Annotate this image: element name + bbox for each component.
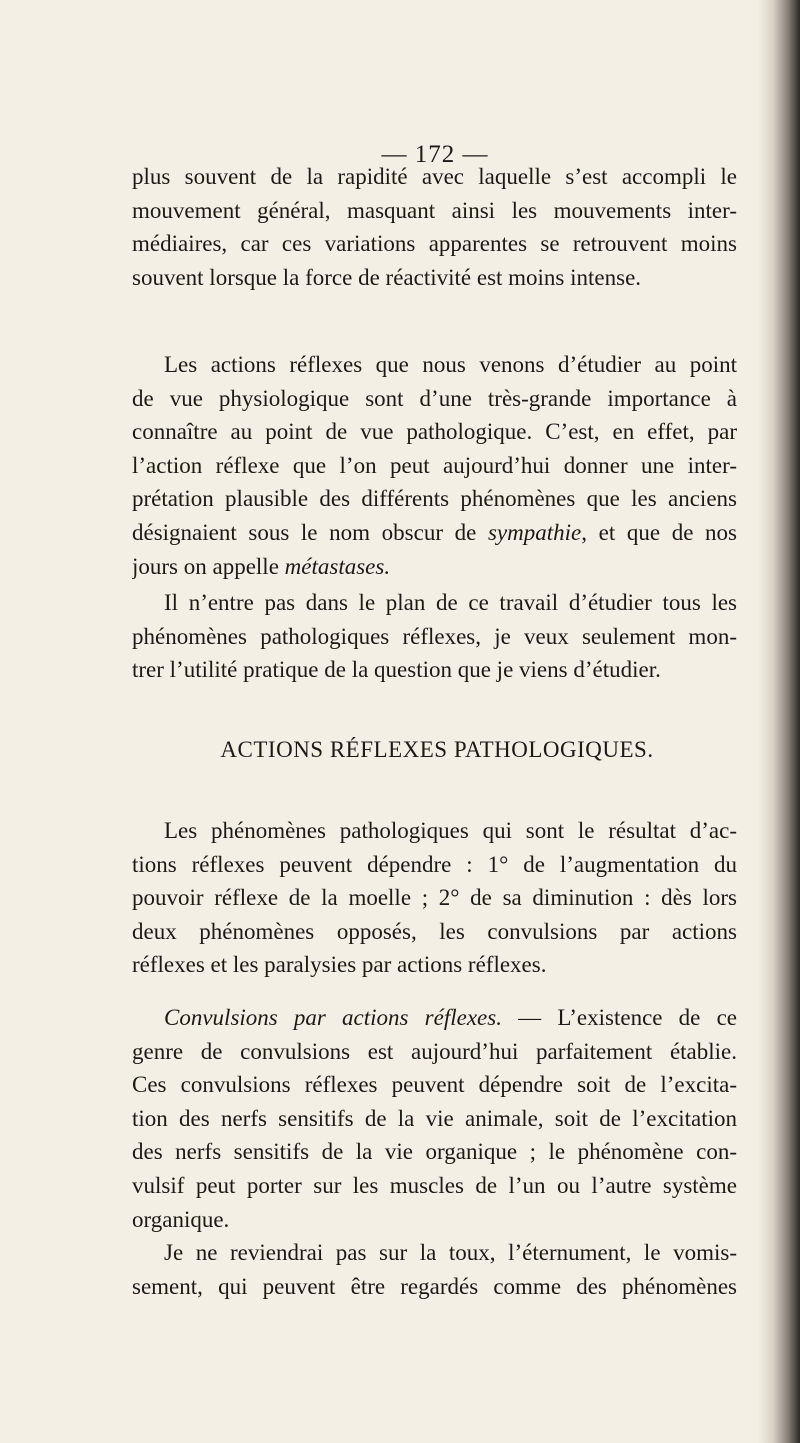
text-run: jours on appelle xyxy=(132,553,285,579)
text-run: — L’existence de ce xyxy=(501,1005,737,1030)
text-line: souvent lorsque la force de réactivité est moins intense. xyxy=(132,264,642,290)
text-line: plus souvent de la rapidité avec laquelle s’est accompli le xyxy=(132,164,737,189)
paragraph-3 xyxy=(132,586,737,687)
text-line: trer l’utilité pratique de la question que je viens d’étudier. xyxy=(132,657,661,683)
text-line xyxy=(132,550,737,584)
text-line xyxy=(132,1001,737,1035)
text-line: Ces convulsions réflexes peuvent dépendre soit de l’excita- xyxy=(132,1072,737,1098)
text-line: des nerfs sensitifs de la vie organique ; le phénomène con- xyxy=(132,1139,737,1165)
text-line: phénomènes pathologiques réflexes, je veux seulement mon- xyxy=(132,623,737,649)
text-line: médiaires, car ces variations apparentes se retrouvent moins xyxy=(132,231,737,257)
text-run: désignaient sous le nom obscur de xyxy=(132,519,488,545)
text-line: tions réflexes peuvent dépendre : 1° de l’augmentation du xyxy=(132,851,737,877)
text-run: , et que de nos xyxy=(581,519,737,545)
binding-shadow xyxy=(758,0,800,1443)
text-line: mouvement général, masquant ainsi les mouvements inter- xyxy=(132,197,737,223)
text-line: organique. xyxy=(132,1206,230,1232)
text-line: prétation plausible des différents phénomènes que les anciens xyxy=(132,486,737,512)
page-number: — 172 — xyxy=(381,141,489,168)
italic-term: métastases. xyxy=(284,553,391,579)
italic-subheading: Convulsions par actions réflexes. xyxy=(164,1005,502,1030)
section-heading: ACTIONS RÉFLEXES PATHOLOGIQUES. xyxy=(220,737,654,762)
text-line: sement, qui peuvent être regardés comme des phénomènes xyxy=(132,1273,737,1299)
text-line: Les actions réflexes que nous venons d’étudier au point xyxy=(164,352,737,377)
text-line: connaître au point de vue pathologique. C’est, en effet, par xyxy=(132,419,737,445)
text-line: pouvoir réflexe de la moelle ; 2° de sa diminution : dès lors xyxy=(132,885,737,911)
paragraph-4 xyxy=(132,814,737,982)
text-line: tion des nerfs sensitifs de la vie animale, soit de l’excitation xyxy=(132,1105,737,1131)
paragraph-2 xyxy=(132,348,737,583)
paragraph-5 xyxy=(132,1001,737,1236)
italic-term: sympathie xyxy=(487,519,582,545)
text-line: de vue physiologique sont d’une très-grande importance à xyxy=(132,385,737,411)
text-line xyxy=(132,516,737,550)
text-line: genre de convulsions est aujourd’hui parfaitement établie. xyxy=(132,1038,737,1064)
text-line: vulsif peut porter sur les muscles de l’un ou l’autre système xyxy=(132,1172,737,1198)
text-line: Les phénomènes pathologiques qui sont le résultat d’ac- xyxy=(164,818,737,843)
text-line: réflexes et les paralysies par actions réflexes. xyxy=(132,952,547,978)
paragraph-1 xyxy=(132,160,737,294)
paragraph-6 xyxy=(132,1236,737,1303)
text-line: l’action réflexe que l’on peut aujourd’hui donner une inter- xyxy=(132,452,737,478)
text-line: deux phénomènes opposés, les convulsions par actions xyxy=(132,918,737,944)
text-line: Je ne reviendrai pas sur la toux, l’éternument, le vomis- xyxy=(164,1240,737,1265)
text-line: Il n’entre pas dans le plan de ce travail d’étudier tous les xyxy=(164,590,737,615)
